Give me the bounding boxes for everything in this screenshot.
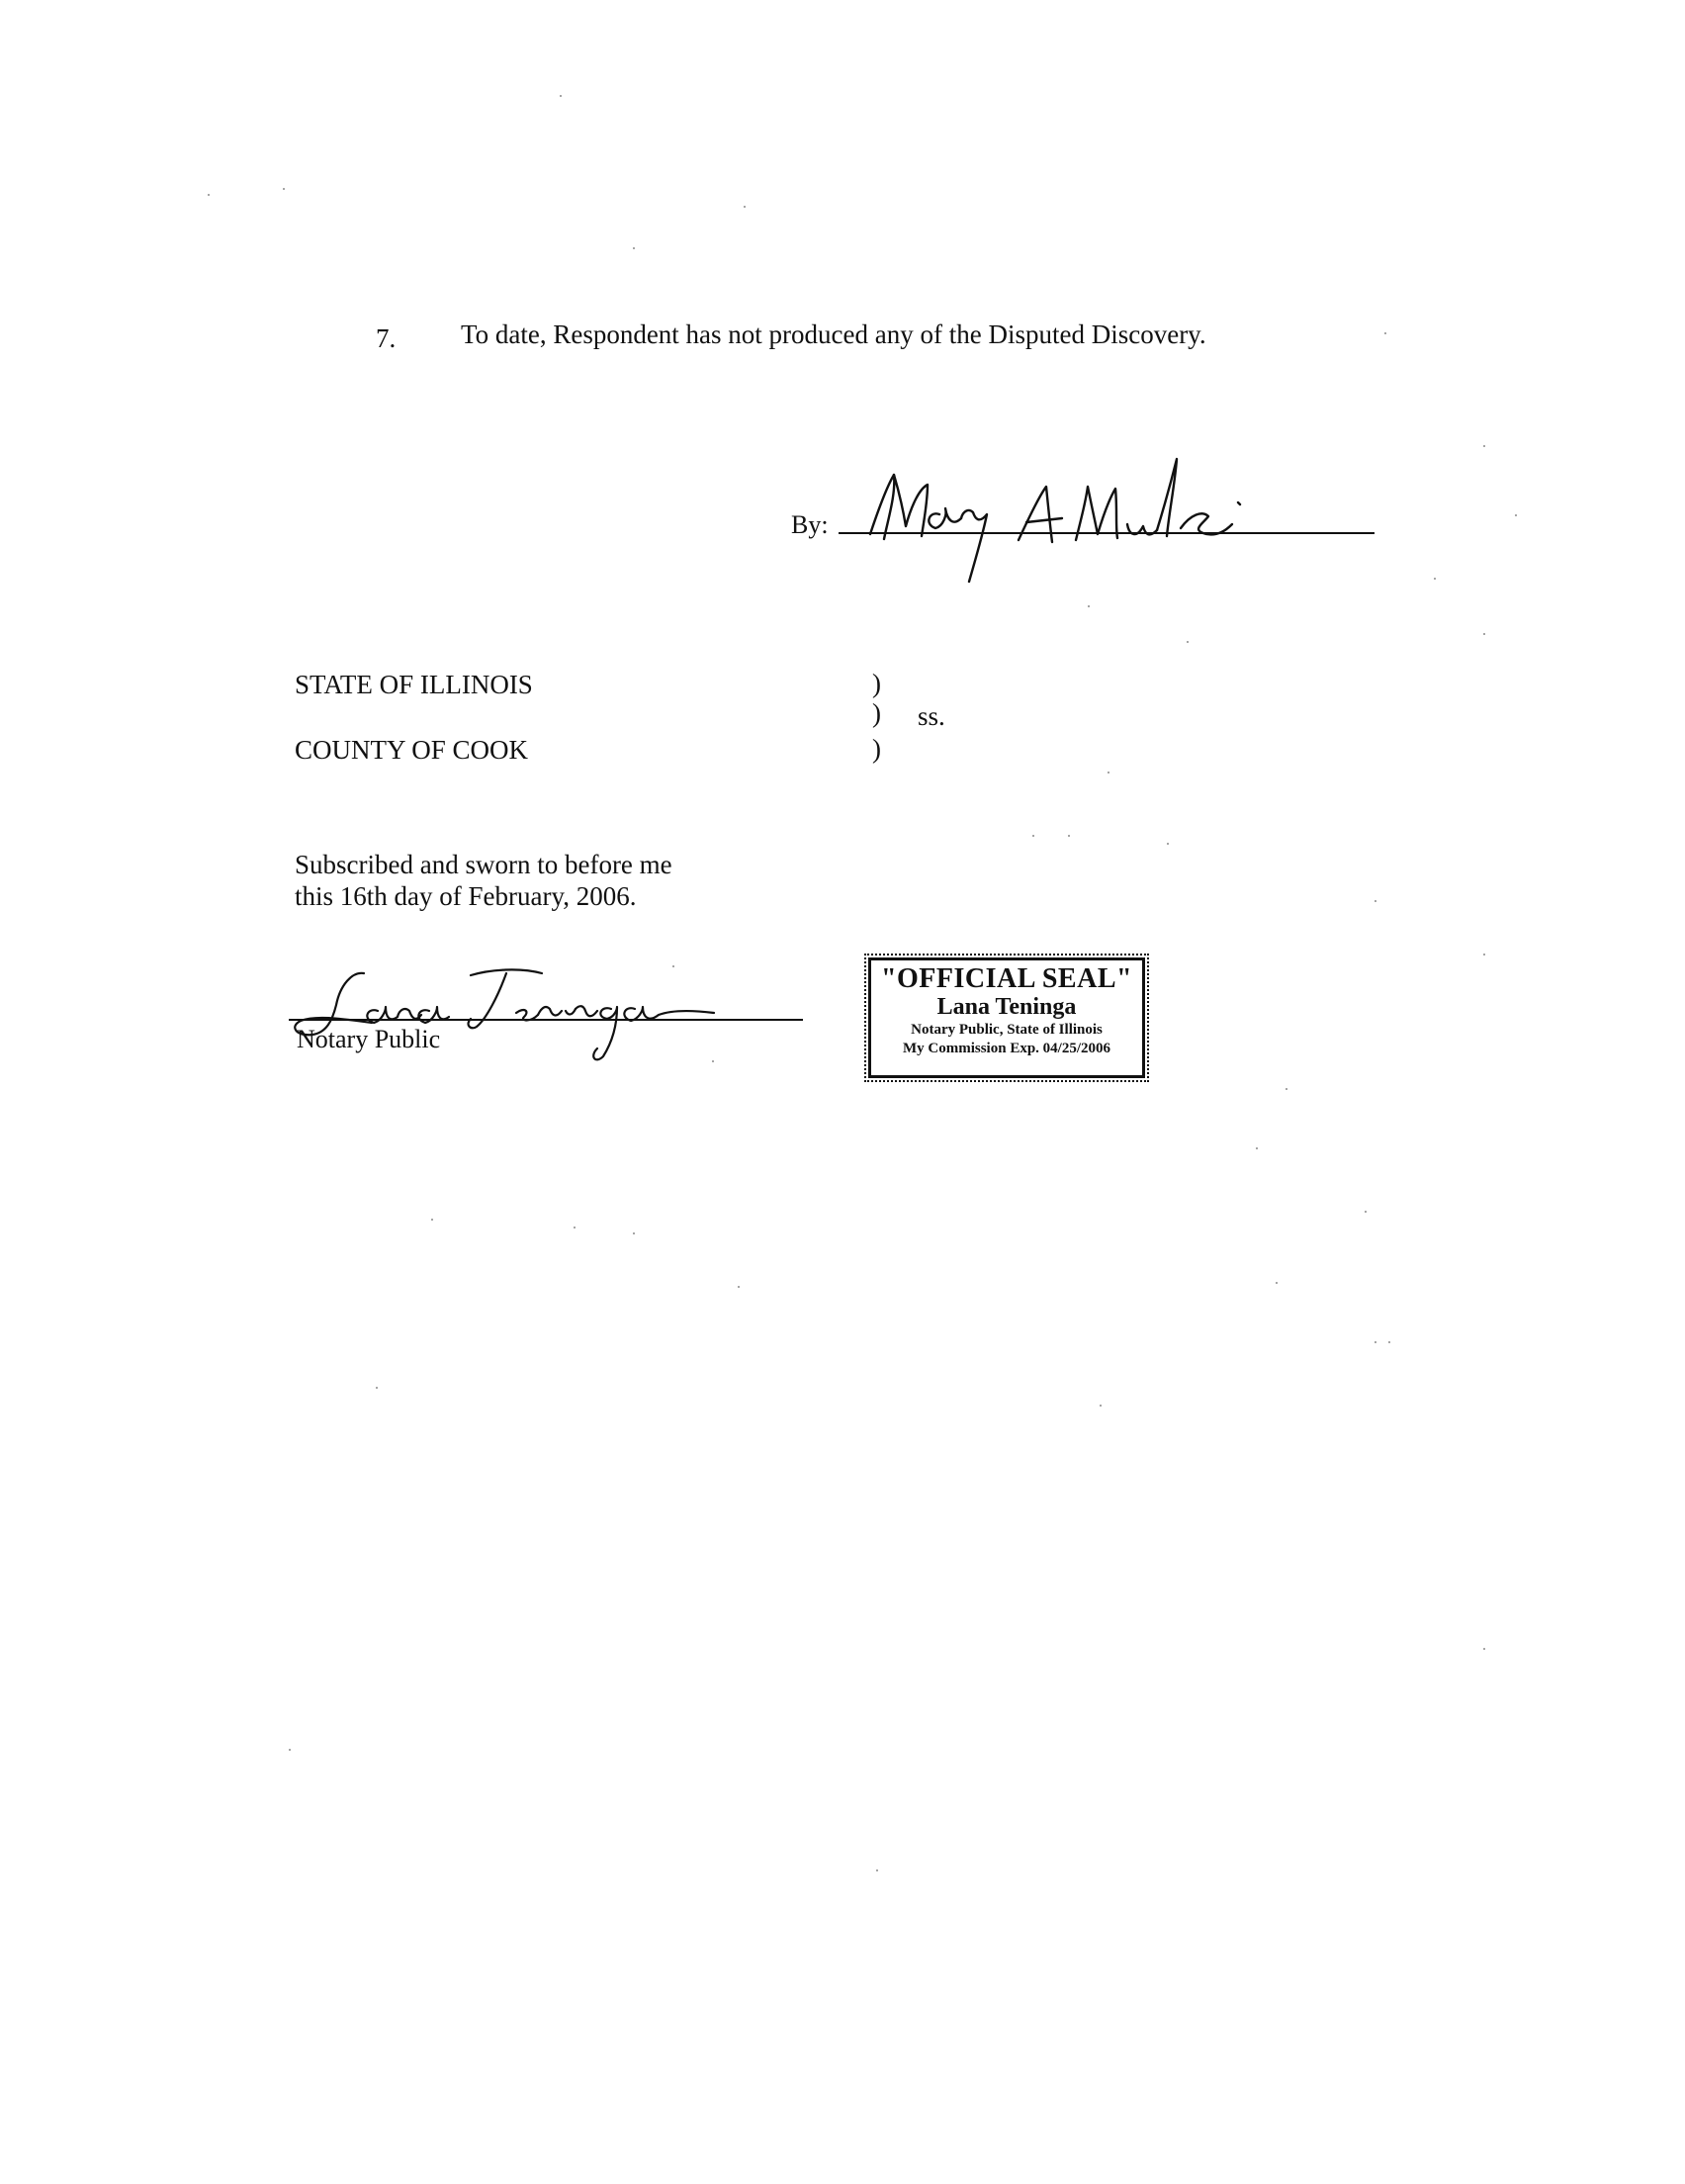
scan-speck (1483, 954, 1485, 956)
scan-speck (876, 1869, 878, 1871)
jurat-line-1: Subscribed and sworn to before me (295, 850, 672, 879)
scan-speck (1375, 900, 1376, 902)
scan-speck (376, 1387, 378, 1389)
notary-signature (283, 961, 718, 1070)
scan-speck (1365, 1211, 1367, 1213)
seal-title: "OFFICIAL SEAL" (880, 963, 1133, 994)
scan-speck (1434, 578, 1436, 580)
venue-paren: ) (872, 734, 881, 764)
scan-speck (208, 194, 210, 196)
by-label: By: (791, 510, 829, 539)
scan-speck (289, 1749, 291, 1751)
county-label: COUNTY OF COOK (295, 735, 529, 765)
official-seal-stamp (868, 957, 1145, 1078)
ss-label: ss. (918, 701, 945, 731)
scan-speck (560, 95, 562, 97)
scan-speck (1167, 843, 1169, 845)
scan-speck (1286, 1088, 1287, 1090)
seal-notary-name: Lana Teninga (936, 994, 1077, 1020)
scan-speck (1483, 445, 1485, 447)
scan-speck (712, 1060, 714, 1062)
scan-speck (1032, 835, 1034, 837)
paragraph-text: To date, Respondent has not produced any of the Disputed Discovery. (461, 319, 1206, 349)
scan-speck (672, 965, 674, 967)
state-label: STATE OF ILLINOIS (295, 670, 533, 699)
scan-speck (1088, 605, 1090, 607)
scan-speck (283, 188, 285, 190)
scan-speck (431, 1219, 433, 1221)
scan-speck (633, 247, 635, 249)
scan-speck (1375, 1341, 1376, 1343)
scan-speck (1483, 633, 1485, 635)
seal-jurisdiction: Notary Public, State of Illinois (911, 1022, 1103, 1038)
paragraph-number: 7. (376, 323, 397, 353)
scan-speck (1515, 514, 1517, 516)
scan-speck (744, 206, 746, 208)
scan-speck (1483, 1648, 1485, 1650)
seal-commission-expiry: My Commission Exp. 04/25/2006 (902, 1041, 1110, 1056)
scan-speck (1256, 1147, 1258, 1149)
scan-speck (1068, 835, 1070, 837)
scan-speck (1388, 1341, 1390, 1343)
notary-public-label: Notary Public (297, 1025, 441, 1053)
scan-speck (1108, 772, 1109, 774)
scan-speck (1276, 1282, 1278, 1284)
scan-speck (738, 1286, 740, 1288)
scan-speck (633, 1232, 635, 1234)
venue-paren: ) (872, 669, 881, 698)
venue-paren: ) (872, 698, 881, 728)
jurat-line-2: this 16th day of February, 2006. (295, 881, 637, 911)
scan-speck (1384, 332, 1386, 334)
scan-speck (1187, 641, 1189, 643)
scan-speck (574, 1227, 576, 1228)
signer-signature (850, 445, 1256, 593)
scan-speck (1100, 1405, 1102, 1407)
